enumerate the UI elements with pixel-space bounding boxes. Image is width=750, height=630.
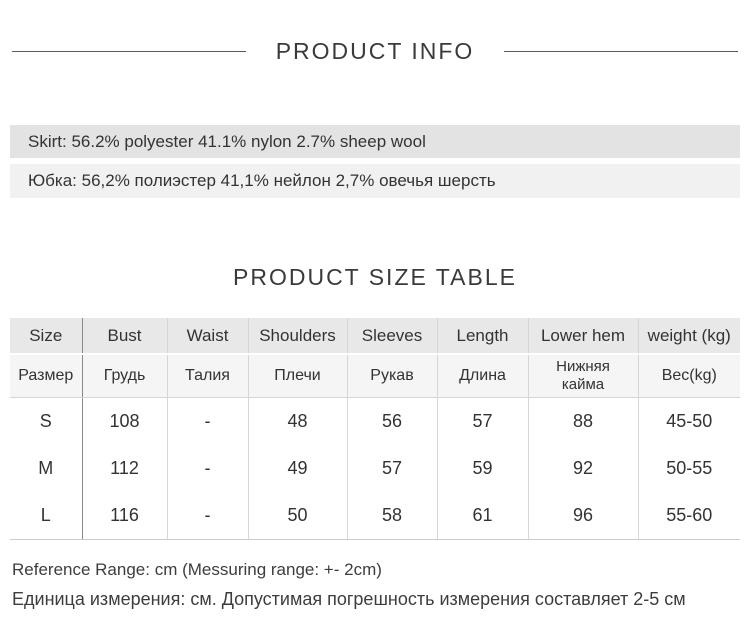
table-row-s [10,398,740,446]
header-ru-size: Размер [10,354,82,398]
header-ru-bust: Грудь [82,354,167,398]
header-shoulders: Shoulders [248,318,347,354]
table-row-l [10,492,740,540]
title-rule-right [504,51,738,52]
header-ru-shoulders: Плечи [248,354,347,398]
cell-weight: 50-55 [666,458,713,478]
cell-waist: - [167,492,248,540]
reference-range-note-ru: Единица измерения: см. Допустимая погрешность измерения составляет 2-5 см [12,589,686,609]
product-info-title: PRODUCT INFO [275,38,475,64]
header-ru-lower-hem-label: Нижняя кайма [556,358,610,393]
cell-weight: 45-50 [666,411,713,431]
cell-sleeves: 58 [347,492,437,540]
title-rule-left [12,51,246,52]
header-weight: weight (kg) [638,318,740,354]
cell-bust: 112 [82,445,167,492]
header-length: Length [437,318,528,354]
size-table-title-wrap [0,264,750,291]
size-table-title: PRODUCT SIZE TABLE [233,264,517,290]
cell-weight: 55-60 [638,492,740,540]
reference-range-note-en: Reference Range: cm (Messuring range: +- 2cm) [12,560,382,579]
cell-length: 61 [437,492,528,540]
size-table-header-en [10,318,740,354]
header-ru-length: Длина [437,354,528,398]
cell-lower-hem: 88 [528,398,638,446]
size-table-header-ru [10,354,740,398]
header-ru-sleeves: Рукав [347,354,437,398]
cell-bust: 108 [82,398,167,446]
header-ru-lower-hem [528,354,638,398]
composition-bar-english: Skirt: 56.2% polyester 41.1% nylon 2.7% sheep wool [10,125,740,158]
cell-waist: - [167,445,248,492]
cell-lower-hem: 96 [528,492,638,540]
cell-size: L [10,492,82,540]
header-sleeves: Sleeves [347,318,437,354]
cell-shoulders: 49 [248,445,347,492]
cell-length: 57 [437,398,528,446]
cell-sleeves: 56 [347,398,437,446]
cell-shoulders: 50 [248,492,347,540]
header-waist: Waist [167,318,248,354]
header-size: Size [10,318,82,354]
cell-sleeves: 57 [347,445,437,492]
size-table [10,318,740,540]
header-ru-waist: Талия [167,354,248,398]
cell-size: S [10,398,82,446]
cell-shoulders: 48 [248,398,347,446]
cell-waist: - [167,398,248,446]
table-row-m [10,445,740,492]
product-info-header [12,38,738,65]
cell-bust: 116 [82,492,167,540]
cell-length: 59 [437,445,528,492]
header-lower-hem: Lower hem [528,318,638,354]
cell-size: M [10,445,82,492]
header-bust: Bust [82,318,167,354]
composition-bar-russian: Юбка: 56,2% полиэстер 41,1% нейлон 2,7% овечья шерсть [10,164,740,198]
header-ru-weight: Вес(kg) [638,354,740,398]
cell-lower-hem: 92 [528,445,638,492]
